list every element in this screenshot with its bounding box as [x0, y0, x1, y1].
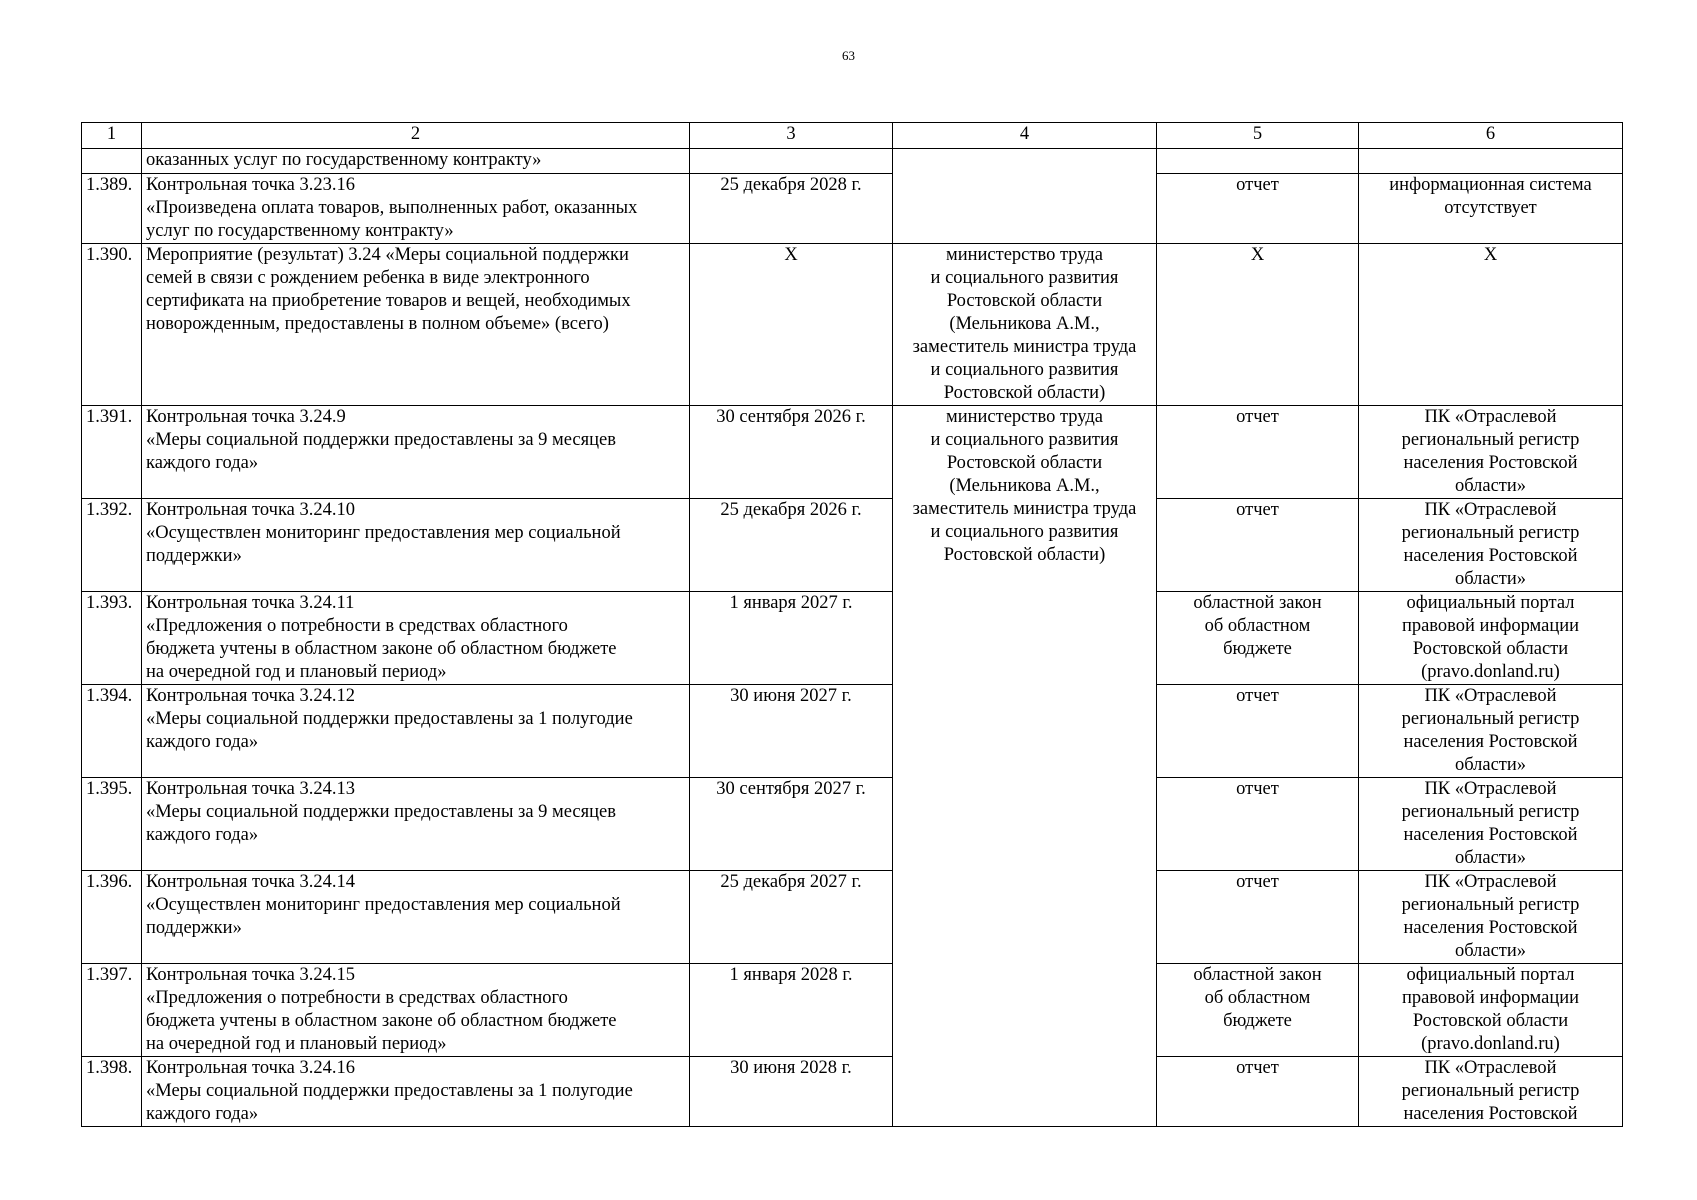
deadline: 25 декабря 2026 г.	[690, 499, 893, 592]
measure-name-line: «Меры социальной поддержки предоставлены за 9 месяцев	[146, 802, 616, 822]
info-source	[1359, 406, 1623, 499]
measure-name	[142, 244, 690, 406]
document-type	[1157, 406, 1359, 499]
document-type-line: об областном	[1204, 616, 1311, 636]
document-type	[1157, 871, 1359, 964]
column-header: 2	[142, 123, 690, 149]
info-source	[1359, 244, 1623, 406]
measure-name-line: сертификата на приобретение товаров и вещей, необходимых	[146, 291, 631, 311]
document-type-line: отчет	[1236, 686, 1279, 706]
document-type-line: отчет	[1236, 779, 1279, 799]
info-source-line: области»	[1454, 476, 1527, 496]
measure-name-line: Контрольная точка 3.24.15	[146, 965, 356, 985]
measure-name	[142, 778, 690, 871]
measure-name-line: «Предложения о потребности в средствах областного	[146, 988, 568, 1008]
table-row	[82, 685, 1623, 778]
document-type	[1157, 499, 1359, 592]
document-type-line: отчет	[1236, 175, 1279, 195]
info-source	[1359, 592, 1623, 685]
responsible-executor-line: Ростовской области)	[943, 383, 1106, 403]
measure-name-line: Контрольная точка 3.24.14	[146, 872, 356, 892]
measure-name	[142, 406, 690, 499]
measure-name-line: Контрольная точка 3.24.11	[146, 593, 355, 613]
table-row-continuation	[82, 149, 1623, 174]
table-header-row	[82, 123, 1623, 149]
document-type-line: бюджете	[1223, 1011, 1292, 1031]
info-source-line: региональный регистр	[1401, 895, 1580, 915]
info-source-line: официальный портал	[1406, 593, 1575, 613]
table-row	[82, 871, 1623, 964]
info-source-line: ПК «Отраслевой	[1424, 500, 1557, 520]
deadline: 25 декабря 2027 г.	[690, 871, 893, 964]
info-source-line: области»	[1454, 941, 1527, 961]
document-type	[1157, 964, 1359, 1057]
measure-name-line: Контрольная точка 3.24.10	[146, 500, 356, 520]
deadline: 30 июня 2027 г.	[690, 685, 893, 778]
document-type	[1157, 778, 1359, 871]
measure-name	[142, 1057, 690, 1127]
info-source	[1359, 174, 1623, 244]
measure-name-line: «Меры социальной поддержки предоставлены за 1 полугодие	[146, 1081, 633, 1101]
document-type-line: областной закон	[1193, 593, 1322, 613]
responsible-executor-line: и социального развития	[930, 360, 1119, 380]
info-source-line: (pravo.donland.ru)	[1421, 1034, 1560, 1054]
info-source-line: ПК «Отраслевой	[1424, 686, 1557, 706]
info-source-line: населения Ростовской	[1403, 918, 1578, 938]
table-row	[82, 1057, 1623, 1127]
measure-name-line: на очередной год и плановый период»	[146, 1034, 447, 1054]
plan-table	[81, 122, 1623, 1127]
info-source-line: населения Ростовской	[1403, 546, 1578, 566]
responsible-executor-line: (Мельникова А.М.,	[949, 314, 1100, 334]
measure-name-line: «Меры социальной поддержки предоставлены за 9 месяцев	[146, 430, 616, 450]
table-row	[82, 592, 1623, 685]
document-type	[1157, 244, 1359, 406]
measure-name-line: «Предложения о потребности в средствах областного	[146, 616, 568, 636]
document-type-line: отчет	[1236, 500, 1279, 520]
info-source-line: ПК «Отраслевой	[1424, 872, 1557, 892]
info-source	[1359, 871, 1623, 964]
measure-name-line: семей в связи с рождением ребенка в виде электронного	[146, 268, 590, 288]
row-number: 1.391.	[82, 406, 142, 499]
measure-name	[142, 964, 690, 1057]
responsible-executor-group-line: (Мельникова А.М.,	[949, 476, 1100, 496]
measure-name-line: «Осуществлен мониторинг предоставления мер социальной	[146, 523, 621, 543]
info-source	[1359, 1057, 1623, 1127]
deadline: 30 июня 2028 г.	[690, 1057, 893, 1127]
document-type	[1157, 685, 1359, 778]
info-source-line: X	[1483, 245, 1498, 265]
table-row	[82, 778, 1623, 871]
info-source-line: региональный регистр	[1401, 709, 1580, 729]
measure-name-line: Контрольная точка 3.24.16	[146, 1058, 356, 1078]
info-source	[1359, 149, 1623, 174]
responsible-executor-group-line: Ростовской области	[946, 453, 1103, 473]
info-source	[1359, 778, 1623, 871]
measure-name-line: «Осуществлен мониторинг предоставления мер социальной	[146, 895, 621, 915]
measure-name-line: услуг по государственному контракту»	[146, 221, 454, 241]
measure-name-line: новорожденным, предоставлены в полном объеме» (всего)	[146, 314, 609, 334]
info-source-line: населения Ростовской	[1403, 825, 1578, 845]
document-type-line: X	[1250, 245, 1265, 265]
info-source-line: населения Ростовской	[1403, 732, 1578, 752]
document-type-line: об областном	[1204, 988, 1311, 1008]
info-source-line: региональный регистр	[1401, 802, 1580, 822]
measure-name-line: Контрольная точка 3.23.16	[146, 175, 356, 195]
row-number: 1.398.	[82, 1057, 142, 1127]
responsible-executor-line: и социального развития	[930, 268, 1119, 288]
document-type-line: отчет	[1236, 872, 1279, 892]
measure-name-line: поддержки»	[146, 546, 242, 566]
page-number: 63	[842, 48, 855, 63]
responsible-executor-group-line: министерство труда	[946, 407, 1103, 427]
info-source-line: области»	[1454, 848, 1527, 868]
deadline	[690, 149, 893, 174]
row-number: 1.394.	[82, 685, 142, 778]
column-header: 5	[1157, 123, 1359, 149]
table-row	[82, 406, 1623, 499]
info-source	[1359, 499, 1623, 592]
table-row	[82, 244, 1623, 406]
info-source-line: официальный портал	[1406, 965, 1575, 985]
info-source-line: (pravo.donland.ru)	[1421, 662, 1560, 682]
column-header: 1	[82, 123, 142, 149]
measure-name	[142, 499, 690, 592]
deadline: X	[690, 244, 893, 406]
info-source-line: правовой информации	[1401, 616, 1580, 636]
responsible-executor-group-line: и социального развития	[930, 522, 1119, 542]
responsible-executor-group	[893, 406, 1157, 1127]
responsible-empty	[893, 149, 1157, 244]
table-row	[82, 964, 1623, 1057]
info-source-line: информационная система	[1389, 175, 1592, 195]
measure-name-line: каждого года»	[146, 1104, 259, 1124]
measure-name-line: Контрольная точка 3.24.12	[146, 686, 356, 706]
row-number: 1.390.	[82, 244, 142, 406]
measure-name-line: бюджета учтены в областном законе об областном бюджете	[146, 1011, 617, 1031]
responsible-executor-line: заместитель министра труда	[912, 337, 1137, 357]
measure-name	[142, 685, 690, 778]
info-source-line: ПК «Отраслевой	[1424, 1058, 1557, 1078]
info-source-line: Ростовской области	[1412, 1011, 1569, 1031]
responsible-executor-line: министерство труда	[946, 245, 1103, 265]
info-source-line: ПК «Отраслевой	[1424, 407, 1557, 427]
measure-name	[142, 592, 690, 685]
column-header: 3	[690, 123, 893, 149]
row-number: 1.396.	[82, 871, 142, 964]
info-source-line: региональный регистр	[1401, 1081, 1580, 1101]
deadline: 30 сентября 2026 г.	[690, 406, 893, 499]
row-number: 1.397.	[82, 964, 142, 1057]
measure-name: оказанных услуг по государственному контракту»	[142, 149, 690, 174]
info-source-line: области»	[1454, 569, 1527, 589]
measure-name-line: Контрольная точка 3.24.9	[146, 407, 346, 427]
info-source	[1359, 964, 1623, 1057]
info-source-line: правовой информации	[1401, 988, 1580, 1008]
deadline: 25 декабря 2028 г.	[690, 174, 893, 244]
info-source-line: населения Ростовской	[1403, 453, 1578, 473]
info-source-line: области»	[1454, 755, 1527, 775]
row-number: 1.395.	[82, 778, 142, 871]
row-number: 1.393.	[82, 592, 142, 685]
document-type	[1157, 592, 1359, 685]
info-source-line: ПК «Отраслевой	[1424, 779, 1557, 799]
responsible-executor-group-line: заместитель министра труда	[912, 499, 1137, 519]
measure-name	[142, 871, 690, 964]
table-row	[82, 499, 1623, 592]
measure-name-line: Мероприятие (результат) 3.24 «Меры социальной поддержки	[146, 245, 629, 265]
deadline: 30 сентября 2027 г.	[690, 778, 893, 871]
document-type	[1157, 1057, 1359, 1127]
measure-name-line: каждого года»	[146, 732, 259, 752]
measure-name-line: «Меры социальной поддержки предоставлены за 1 полугодие	[146, 709, 633, 729]
row-number: 1.389.	[82, 174, 142, 244]
measure-name-line: на очередной год и плановый период»	[146, 662, 447, 682]
measure-name	[142, 174, 690, 244]
measure-name-line: каждого года»	[146, 453, 259, 473]
document-type-line: областной закон	[1193, 965, 1322, 985]
document-type-line: бюджете	[1223, 639, 1292, 659]
deadline: 1 января 2028 г.	[690, 964, 893, 1057]
row-number	[82, 149, 142, 174]
measure-name-line: каждого года»	[146, 825, 259, 845]
measure-name-line: поддержки»	[146, 918, 242, 938]
info-source-line: Ростовской области	[1412, 639, 1569, 659]
measure-name-line: «Произведена оплата товаров, выполненных работ, оказанных	[146, 198, 638, 218]
column-header: 6	[1359, 123, 1623, 149]
row-number: 1.392.	[82, 499, 142, 592]
info-source-line: отсутствует	[1444, 198, 1537, 218]
column-header: 4	[893, 123, 1157, 149]
measure-name-line: бюджета учтены в областном законе об областном бюджете	[146, 639, 617, 659]
measure-name-line: Контрольная точка 3.24.13	[146, 779, 356, 799]
info-source-line: региональный регистр	[1401, 523, 1580, 543]
document-type	[1157, 149, 1359, 174]
responsible-executor	[893, 244, 1157, 406]
info-source-line: населения Ростовской	[1403, 1104, 1578, 1124]
deadline: 1 января 2027 г.	[690, 592, 893, 685]
info-source-line: региональный регистр	[1401, 430, 1580, 450]
responsible-executor-group-line: и социального развития	[930, 430, 1119, 450]
info-source	[1359, 685, 1623, 778]
document-type	[1157, 174, 1359, 244]
table-row	[82, 174, 1623, 244]
responsible-executor-line: Ростовской области	[946, 291, 1103, 311]
responsible-executor-group-line: Ростовской области)	[943, 545, 1106, 565]
document-type-line: отчет	[1236, 1058, 1279, 1078]
document-type-line: отчет	[1236, 407, 1279, 427]
